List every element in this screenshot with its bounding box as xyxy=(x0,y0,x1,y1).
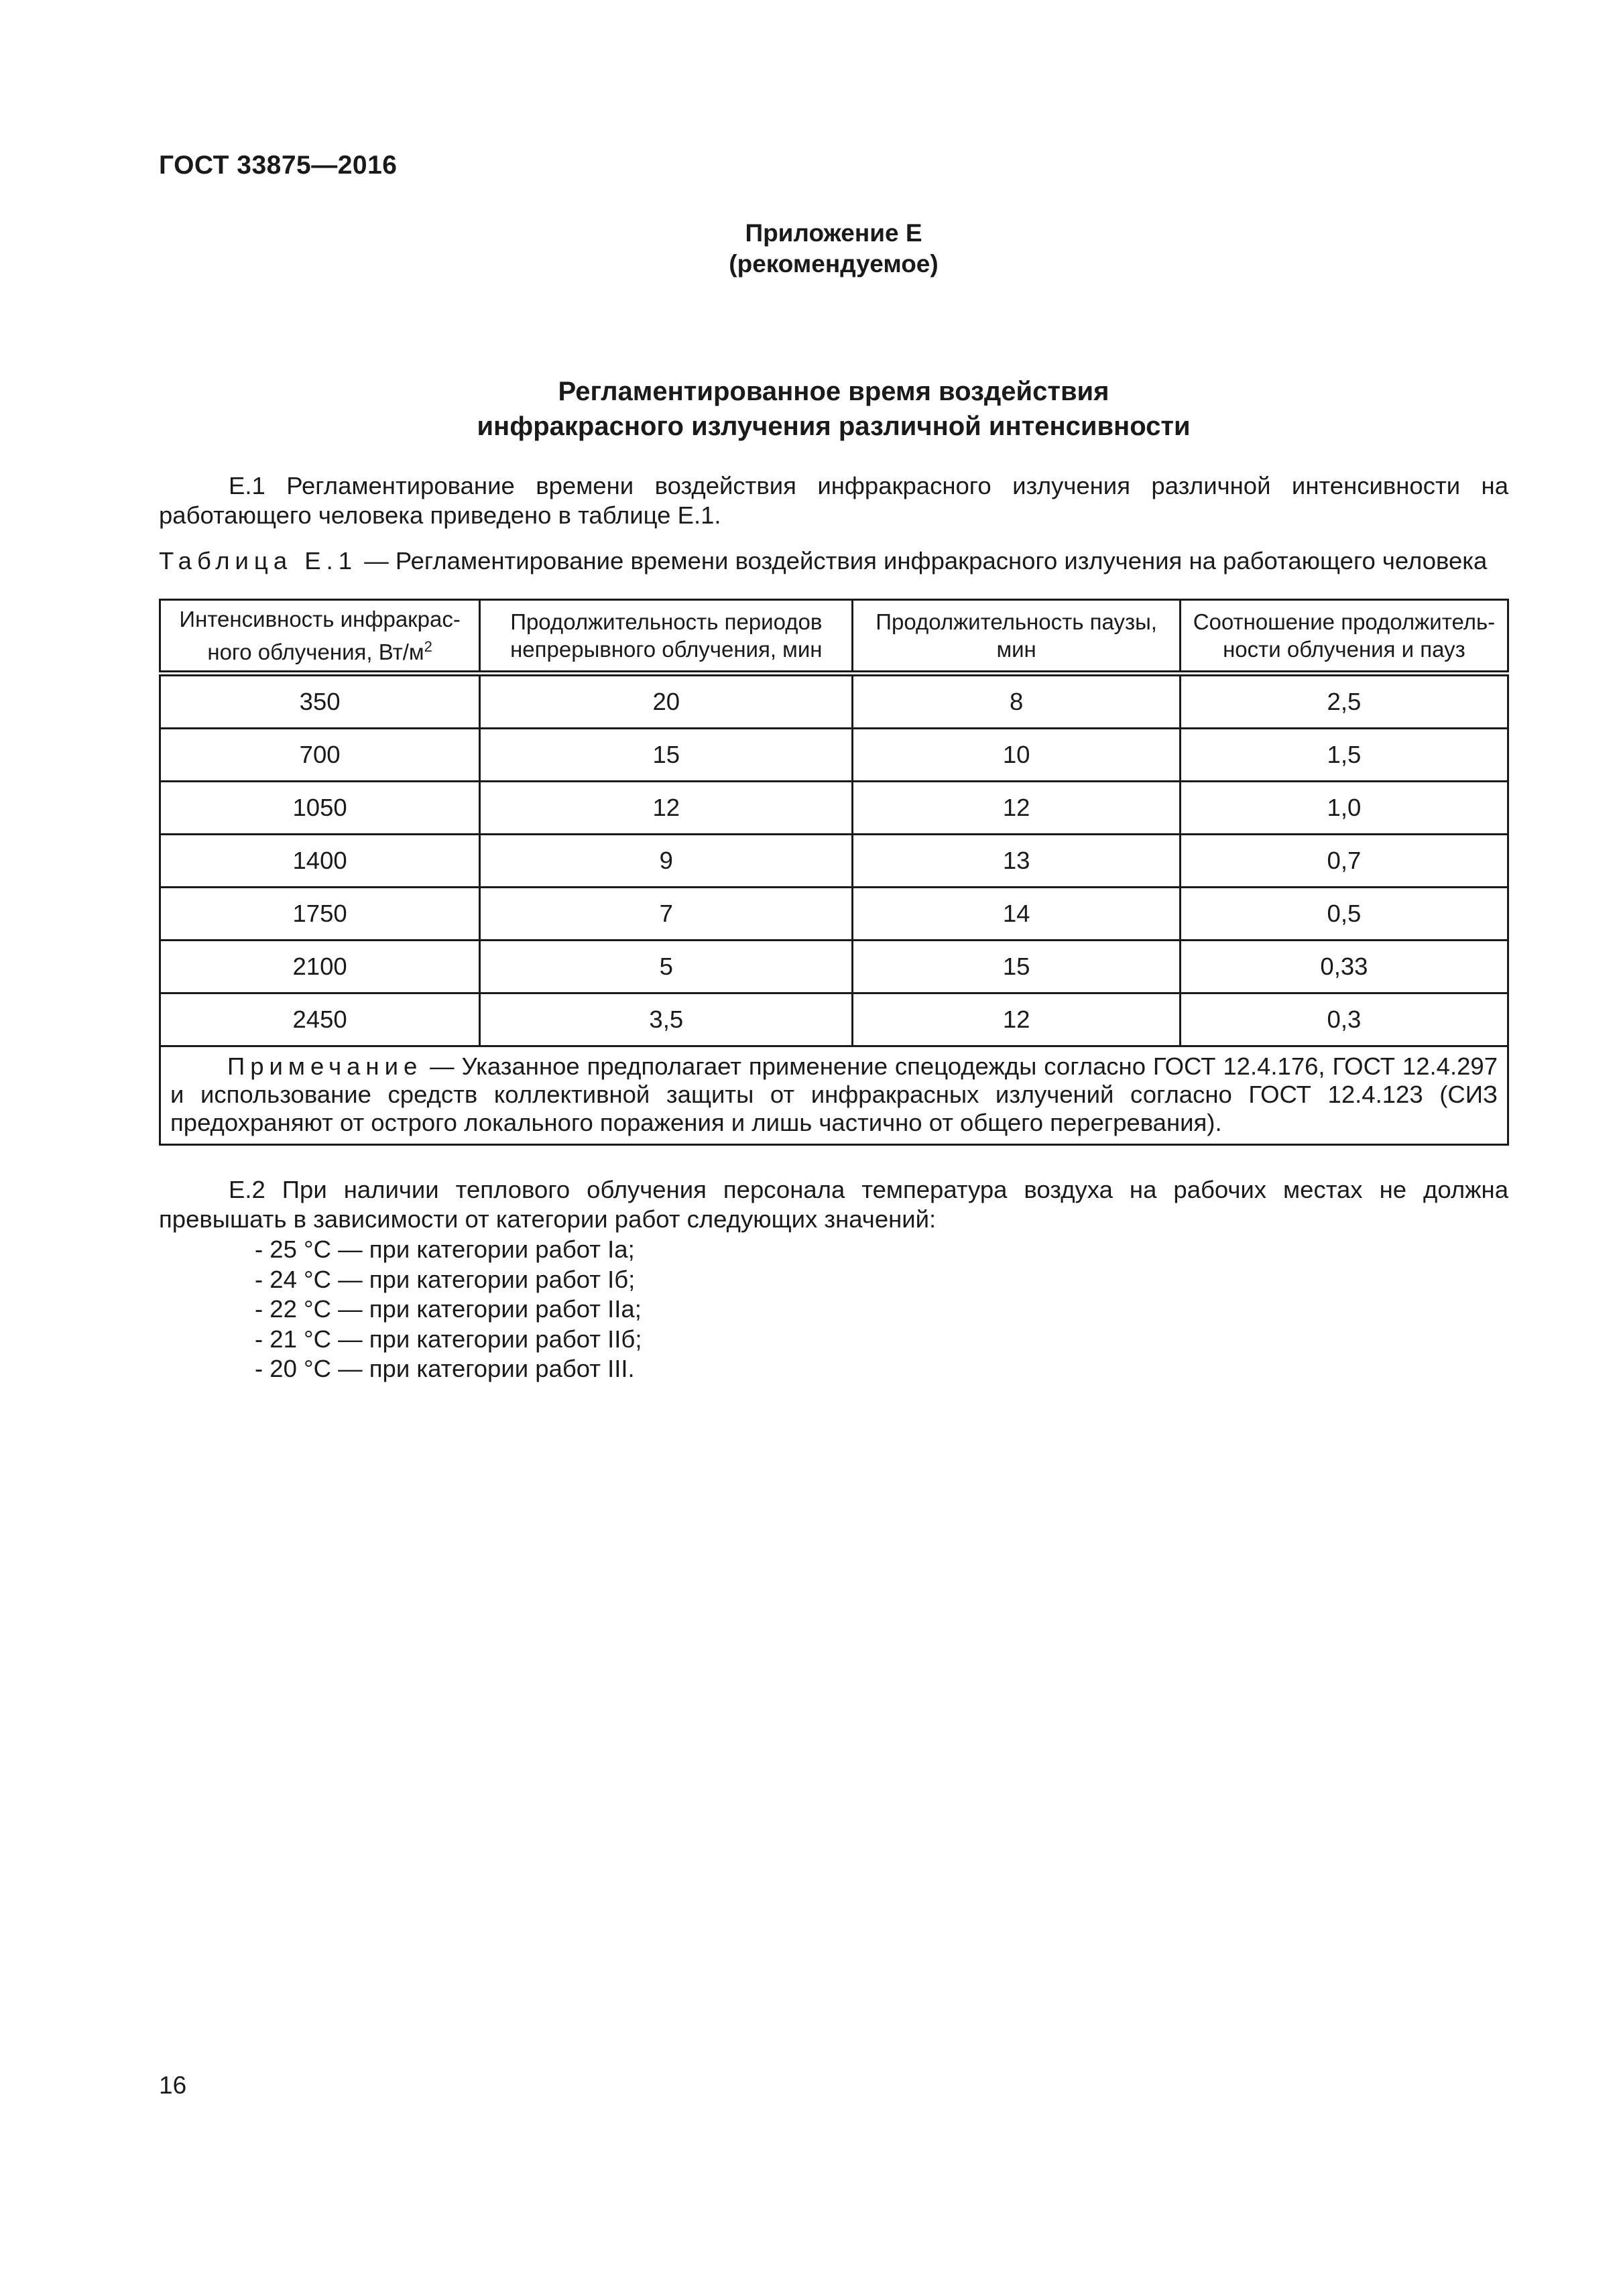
cell-continuous-duration: 12 xyxy=(480,782,853,835)
temperature-list xyxy=(255,1235,642,1384)
header-pause-duration: Продолжительность паузы, мин xyxy=(853,600,1180,674)
table-caption xyxy=(159,546,1508,576)
paragraph-e1 xyxy=(159,471,1508,530)
cell-ratio: 1,0 xyxy=(1180,782,1508,835)
cell-continuous-duration: 9 xyxy=(480,835,853,888)
table-row xyxy=(160,729,1508,782)
document-header: ГОСТ 33875—2016 xyxy=(159,151,398,180)
header-intensity: Интенсивность инфракрас-ного облучения, $Вт/м^2$ xyxy=(160,600,480,674)
table-row xyxy=(160,782,1508,835)
cell-pause-duration: 8 xyxy=(853,674,1180,729)
cell-continuous-duration: 5 xyxy=(480,941,853,993)
table-note-text: — Указанное предполагает применение спецодежды согласно ГОСТ 12.4.176, ГОСТ 12.4.297 и использование средств коллективной защиты от инфракрасных излучений согласно ГОСТ 12.4.123 (СИЗ предохраняют от острого локального поражения и лишь частично от общего перегревания). xyxy=(170,1052,1498,1136)
list-item: - 24 °С — при категории работ Iб; xyxy=(255,1265,636,1293)
cell-intensity: 2450 xyxy=(160,993,480,1046)
ir-exposure-table xyxy=(159,599,1509,1146)
cell-intensity: 1050 xyxy=(160,782,480,835)
appendix-title: Приложение Е xyxy=(745,219,922,247)
cell-pause-duration: 15 xyxy=(853,941,1180,993)
list-item: - 21 °С — при категории работ IIб; xyxy=(255,1325,642,1353)
table-note-label: Примечание xyxy=(227,1052,423,1080)
cell-ratio: 0,33 xyxy=(1180,941,1508,993)
header-continuous-duration: Продолжительность периодов непрерывного облучения, мин xyxy=(480,600,853,674)
cell-intensity: 700 xyxy=(160,729,480,782)
paragraph-e2 xyxy=(159,1175,1508,1234)
table-row xyxy=(160,674,1508,729)
table-caption-text: — Регламентирование времени воздействия инфракрасного излучения на работающего человека xyxy=(357,547,1488,575)
cell-pause-duration: 12 xyxy=(853,993,1180,1046)
paragraph-e1-text: Е.1 Регламентирование времени воздействия инфракрасного излучения различной интенсивности на работающего человека приведено в таблице Е.1. xyxy=(159,472,1508,529)
cell-ratio: 2,5 xyxy=(1180,674,1508,729)
list-item: - 20 °С — при категории работ III. xyxy=(255,1355,635,1382)
table-note-row xyxy=(160,1046,1508,1145)
cell-intensity: 350 xyxy=(160,674,480,729)
appendix-status: (рекомендуемое) xyxy=(729,250,939,278)
table-row xyxy=(160,993,1508,1046)
cell-continuous-duration: 15 xyxy=(480,729,853,782)
cell-ratio: 1,5 xyxy=(1180,729,1508,782)
table-caption-label: Таблица Е.1 xyxy=(159,547,358,575)
appendix-heading xyxy=(159,218,1508,280)
table-row xyxy=(160,835,1508,888)
cell-pause-duration: 10 xyxy=(853,729,1180,782)
list-item: - 25 °С — при категории работ Iа; xyxy=(255,1235,635,1263)
section-title-line-2: инфракрасного излучения различной интенсивности xyxy=(477,412,1191,441)
cell-intensity: 2100 xyxy=(160,941,480,993)
cell-pause-duration: 13 xyxy=(853,835,1180,888)
page-number: 16 xyxy=(159,2071,187,2099)
cell-ratio: 0,3 xyxy=(1180,993,1508,1046)
header-ratio: Соотношение продолжитель-ности облучения и пауз xyxy=(1180,600,1508,674)
section-title xyxy=(159,374,1508,444)
list-item: - 22 °С — при категории работ IIа; xyxy=(255,1295,642,1323)
table-row xyxy=(160,941,1508,993)
cell-continuous-duration: 3,5 xyxy=(480,993,853,1046)
cell-ratio: 0,5 xyxy=(1180,888,1508,941)
cell-intensity: 1750 xyxy=(160,888,480,941)
cell-intensity: 1400 xyxy=(160,835,480,888)
cell-pause-duration: 14 xyxy=(853,888,1180,941)
cell-pause-duration: 12 xyxy=(853,782,1180,835)
paragraph-e2-text: Е.2 При наличии теплового облучения персонала температура воздуха на рабочих местах не должна превышать в зависимости от категории работ следующих значений: xyxy=(159,1176,1508,1233)
cell-ratio: 0,7 xyxy=(1180,835,1508,888)
section-title-line-1: Регламентированное время воздействия xyxy=(558,377,1109,406)
table-note xyxy=(160,1046,1508,1145)
cell-continuous-duration: 7 xyxy=(480,888,853,941)
table-row xyxy=(160,888,1508,941)
table-header-row xyxy=(160,600,1508,674)
cell-continuous-duration: 20 xyxy=(480,674,853,729)
